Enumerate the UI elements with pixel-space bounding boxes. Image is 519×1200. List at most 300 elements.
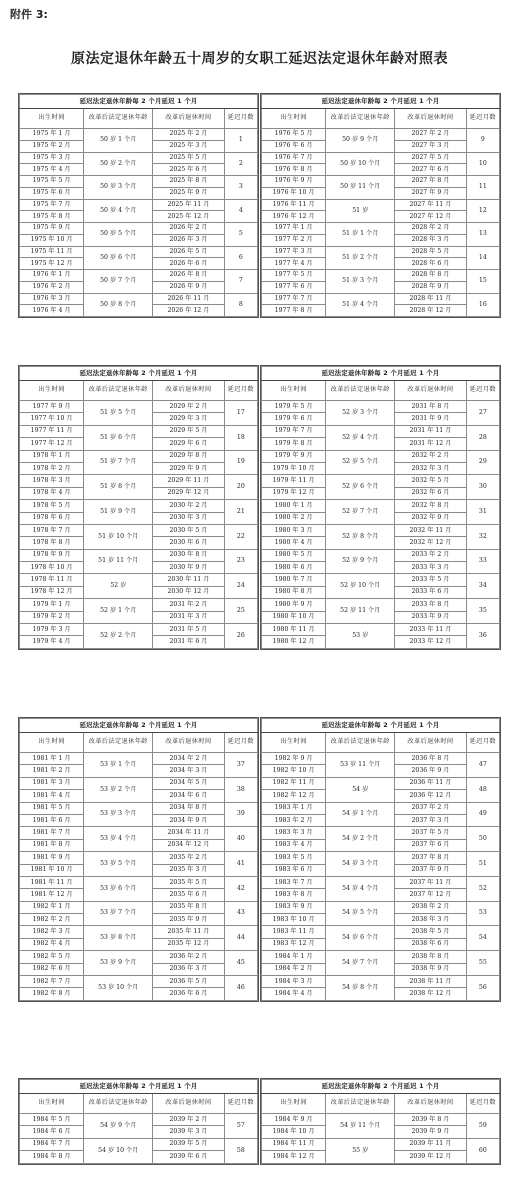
- delay-months-cell: 30: [466, 475, 499, 500]
- retirement-date-cell: 2038 年 5 月: [395, 926, 466, 938]
- table-row: [20, 176, 258, 188]
- retirement-date-cell: 2034 年 2 月: [153, 753, 224, 765]
- retirement-date-cell: 2029 年 11 月: [153, 475, 224, 487]
- delay-months-cell: 17: [224, 401, 257, 426]
- birth-date-cell: 1984 年 7 月: [20, 1138, 84, 1150]
- delay-months-cell: 14: [466, 246, 499, 270]
- retirement-date-cell: 2027 年 3 月: [395, 140, 466, 152]
- birth-date-cell: 1981 年 1 月: [20, 753, 84, 765]
- retirement-date-cell: 2037 年 6 月: [395, 839, 466, 851]
- birth-date-cell: 1980 年 8 月: [262, 586, 326, 598]
- col-delay-header: 延迟月数: [224, 733, 257, 753]
- delay-months-cell: 38: [224, 777, 257, 802]
- retirement-age-cell: 50 岁 2 个月: [84, 152, 153, 176]
- retirement-age-cell: 55 岁: [326, 1138, 395, 1163]
- delay-months-cell: 56: [466, 976, 499, 1001]
- retirement-date-cell: 2031 年 5 月: [153, 624, 224, 636]
- retirement-date-cell: 2035 年 3 月: [153, 864, 224, 876]
- birth-date-cell: 1976 年 4 月: [20, 305, 84, 317]
- delay-months-cell: 32: [466, 524, 499, 549]
- table-row: [20, 1114, 258, 1126]
- col-birth-header: 出生时间: [262, 109, 326, 129]
- birth-date-cell: 1977 年 3 月: [262, 246, 326, 258]
- table-row: [20, 246, 258, 258]
- birth-date-cell: 1977 年 1 月: [262, 223, 326, 235]
- retirement-date-cell: 2027 年 5 月: [395, 152, 466, 164]
- birth-date-cell: 1978 年 10 月: [20, 562, 84, 574]
- table-row: [20, 199, 258, 211]
- delay-months-cell: 18: [224, 425, 257, 450]
- retirement-date-cell: 2026 年 8 月: [153, 270, 224, 282]
- birth-date-cell: 1979 年 2 月: [20, 611, 84, 623]
- birth-date-cell: 1980 年 10 月: [262, 611, 326, 623]
- retirement-date-cell: 2035 年 8 月: [153, 901, 224, 913]
- col-delay-header: 延迟月数: [466, 109, 499, 129]
- delay-months-cell: 22: [224, 524, 257, 549]
- delay-months-cell: 26: [224, 624, 257, 649]
- retirement-date-cell: 2029 年 6 月: [153, 438, 224, 450]
- retirement-date-cell: 2034 年 11 月: [153, 827, 224, 839]
- retirement-date-cell: 2030 年 9 月: [153, 562, 224, 574]
- retirement-age-cell: 52 岁 4 个月: [326, 425, 395, 450]
- retirement-date-cell: 2030 年 3 月: [153, 512, 224, 524]
- birth-date-cell: 1975 年 3 月: [20, 152, 84, 164]
- retirement-date-cell: 2030 年 8 月: [153, 549, 224, 561]
- delay-months-cell: 25: [224, 599, 257, 624]
- col-delay-header: 延迟月数: [466, 1094, 499, 1114]
- table-row: [20, 574, 258, 586]
- retirement-date-cell: 2035 年 2 月: [153, 852, 224, 864]
- delay-months-cell: 43: [224, 901, 257, 926]
- birth-date-cell: 1978 年 9 月: [20, 549, 84, 561]
- table-row: [262, 129, 500, 141]
- delay-months-cell: 1: [224, 129, 257, 153]
- delay-months-cell: 48: [466, 777, 499, 802]
- retirement-date-cell: 2039 年 12 月: [395, 1151, 466, 1163]
- table-caption: 延迟法定退休年龄每 2 个月延迟 1 个月: [262, 1080, 500, 1094]
- birth-date-cell: 1976 年 7 月: [262, 152, 326, 164]
- birth-date-cell: 1979 年 10 月: [262, 462, 326, 474]
- delay-months-cell: 39: [224, 802, 257, 827]
- retirement-date-cell: 2034 年 3 月: [153, 765, 224, 777]
- birth-date-cell: 1981 年 12 月: [20, 889, 84, 901]
- retirement-date-cell: 2037 年 12 月: [395, 889, 466, 901]
- delay-months-cell: 12: [466, 199, 499, 223]
- table-row: [262, 401, 500, 413]
- birth-date-cell: 1981 年 3 月: [20, 777, 84, 789]
- table-caption: 延迟法定退休年龄每 2 个月延迟 1 个月: [262, 95, 500, 109]
- col-age-header: 改革后法定退休年龄: [326, 733, 395, 753]
- birth-date-cell: 1977 年 9 月: [20, 401, 84, 413]
- table-row: [20, 624, 258, 636]
- birth-date-cell: 1975 年 9 月: [20, 223, 84, 235]
- retirement-date-cell: 2025 年 11 月: [153, 199, 224, 211]
- table-row: [20, 293, 258, 305]
- retirement-date-cell: 2031 年 6 月: [153, 636, 224, 648]
- birth-date-cell: 1981 年 7 月: [20, 827, 84, 839]
- birth-date-cell: 1979 年 8 月: [262, 438, 326, 450]
- birth-date-cell: 1982 年 1 月: [20, 901, 84, 913]
- table-row: [262, 876, 500, 888]
- table-left: [18, 1078, 259, 1165]
- retirement-date-cell: 2037 年 5 月: [395, 827, 466, 839]
- retirement-age-cell: 54 岁 4 个月: [326, 876, 395, 901]
- birth-date-cell: 1978 年 7 月: [20, 524, 84, 536]
- retirement-date-cell: 2025 年 2 月: [153, 129, 224, 141]
- birth-date-cell: 1981 年 6 月: [20, 814, 84, 826]
- birth-date-cell: 1980 年 6 月: [262, 562, 326, 574]
- birth-date-cell: 1978 年 2 月: [20, 462, 84, 474]
- birth-date-cell: 1978 年 6 月: [20, 512, 84, 524]
- retirement-age-cell: 52 岁 3 个月: [326, 401, 395, 426]
- birth-date-cell: 1978 年 5 月: [20, 500, 84, 512]
- birth-date-cell: 1984 年 3 月: [262, 976, 326, 988]
- birth-date-cell: 1983 年 5 月: [262, 852, 326, 864]
- delay-months-cell: 23: [224, 549, 257, 574]
- delay-months-cell: 15: [466, 270, 499, 294]
- table-left: [18, 365, 259, 650]
- retirement-date-cell: 2031 年 9 月: [395, 413, 466, 425]
- table-row: [20, 450, 258, 462]
- delay-months-cell: 54: [466, 926, 499, 951]
- birth-date-cell: 1975 年 2 月: [20, 140, 84, 152]
- table-block-1: [18, 93, 501, 318]
- table-caption: 延迟法定退休年龄每 2 个月延迟 1 个月: [20, 367, 258, 381]
- birth-date-cell: 1979 年 3 月: [20, 624, 84, 636]
- birth-date-cell: 1982 年 5 月: [20, 951, 84, 963]
- retirement-age-cell: 54 岁 7 个月: [326, 951, 395, 976]
- delay-months-cell: 10: [466, 152, 499, 176]
- retirement-date-cell: 2026 年 12 月: [153, 305, 224, 317]
- col-birth-header: 出生时间: [262, 1094, 326, 1114]
- birth-date-cell: 1977 年 8 月: [262, 305, 326, 317]
- col-retire-header: 改革后退休时间: [153, 381, 224, 401]
- retirement-age-cell: 51 岁 2 个月: [326, 246, 395, 270]
- col-age-header: 改革后法定退休年龄: [326, 1094, 395, 1114]
- retirement-date-cell: 2031 年 12 月: [395, 438, 466, 450]
- delay-months-cell: 36: [466, 624, 499, 649]
- birth-date-cell: 1975 年 5 月: [20, 176, 84, 188]
- table-row: [262, 549, 500, 561]
- retirement-date-cell: 2037 年 8 月: [395, 852, 466, 864]
- birth-date-cell: 1982 年 8 月: [20, 988, 84, 1000]
- birth-date-cell: 1975 年 10 月: [20, 234, 84, 246]
- retirement-age-cell: 51 岁 9 个月: [84, 500, 153, 525]
- col-age-header: 改革后法定退休年龄: [84, 733, 153, 753]
- birth-date-cell: 1975 年 7 月: [20, 199, 84, 211]
- retirement-age-cell: 51 岁: [326, 199, 395, 223]
- retirement-date-cell: 2034 年 6 月: [153, 790, 224, 802]
- table-row: [20, 802, 258, 814]
- retirement-date-cell: 2028 年 12 月: [395, 305, 466, 317]
- delay-months-cell: 20: [224, 475, 257, 500]
- birth-date-cell: 1976 年 6 月: [262, 140, 326, 152]
- col-retire-header: 改革后退休时间: [395, 1094, 466, 1114]
- birth-date-cell: 1983 年 7 月: [262, 876, 326, 888]
- table-row: [262, 777, 500, 789]
- birth-date-cell: 1984 年 11 月: [262, 1138, 326, 1150]
- col-delay-header: 延迟月数: [466, 733, 499, 753]
- table-row: [262, 951, 500, 963]
- retirement-age-cell: 53 岁 2 个月: [84, 777, 153, 802]
- retirement-date-cell: 2027 年 6 月: [395, 164, 466, 176]
- retirement-date-cell: 2036 年 5 月: [153, 976, 224, 988]
- retirement-date-cell: 2026 年 9 月: [153, 281, 224, 293]
- birth-date-cell: 1984 年 12 月: [262, 1151, 326, 1163]
- retirement-date-cell: 2031 年 11 月: [395, 425, 466, 437]
- retirement-date-cell: 2037 年 9 月: [395, 864, 466, 876]
- table-row: [262, 1114, 500, 1126]
- birth-date-cell: 1980 年 11 月: [262, 624, 326, 636]
- birth-date-cell: 1981 年 8 月: [20, 839, 84, 851]
- retirement-date-cell: 2038 年 2 月: [395, 901, 466, 913]
- birth-date-cell: 1977 年 7 月: [262, 293, 326, 305]
- birth-date-cell: 1977 年 4 月: [262, 258, 326, 270]
- birth-date-cell: 1978 年 1 月: [20, 450, 84, 462]
- col-birth-header: 出生时间: [20, 1094, 84, 1114]
- birth-date-cell: 1984 年 10 月: [262, 1126, 326, 1138]
- retirement-date-cell: 2033 年 12 月: [395, 636, 466, 648]
- table-row: [20, 901, 258, 913]
- retirement-date-cell: 2035 年 12 月: [153, 938, 224, 950]
- retirement-date-cell: 2032 年 9 月: [395, 512, 466, 524]
- birth-date-cell: 1976 年 3 月: [20, 293, 84, 305]
- birth-date-cell: 1984 年 1 月: [262, 951, 326, 963]
- table-row: [20, 223, 258, 235]
- col-age-header: 改革后法定退休年龄: [326, 381, 395, 401]
- retirement-date-cell: 2025 年 6 月: [153, 164, 224, 176]
- col-birth-header: 出生时间: [262, 733, 326, 753]
- table-row: [20, 401, 258, 413]
- delay-months-cell: 40: [224, 827, 257, 852]
- retirement-date-cell: 2035 年 6 月: [153, 889, 224, 901]
- birth-date-cell: 1982 年 9 月: [262, 753, 326, 765]
- retirement-age-cell: 50 岁 1 个月: [84, 129, 153, 153]
- retirement-date-cell: 2039 年 3 月: [153, 1126, 224, 1138]
- birth-date-cell: 1980 年 9 月: [262, 599, 326, 611]
- birth-date-cell: 1978 年 3 月: [20, 475, 84, 487]
- table-row: [262, 624, 500, 636]
- retirement-age-cell: 54 岁 3 个月: [326, 852, 395, 877]
- retirement-date-cell: 2032 年 12 月: [395, 537, 466, 549]
- delay-months-cell: 37: [224, 753, 257, 778]
- delay-months-cell: 31: [466, 500, 499, 525]
- retirement-date-cell: 2028 年 3 月: [395, 234, 466, 246]
- retirement-age-cell: 54 岁 2 个月: [326, 827, 395, 852]
- retirement-age-cell: 52 岁 1 个月: [84, 599, 153, 624]
- delay-months-cell: 33: [466, 549, 499, 574]
- birth-date-cell: 1976 年 12 月: [262, 211, 326, 223]
- retirement-date-cell: 2028 年 11 月: [395, 293, 466, 305]
- retirement-date-cell: 2036 年 6 月: [153, 988, 224, 1000]
- retirement-age-cell: 53 岁 8 个月: [84, 926, 153, 951]
- birth-date-cell: 1977 年 5 月: [262, 270, 326, 282]
- retirement-date-cell: 2039 年 8 月: [395, 1114, 466, 1126]
- delay-months-cell: 53: [466, 901, 499, 926]
- table-row: [20, 524, 258, 536]
- col-birth-header: 出生时间: [20, 733, 84, 753]
- birth-date-cell: 1983 年 8 月: [262, 889, 326, 901]
- table-right: [260, 1078, 501, 1165]
- delay-months-cell: 4: [224, 199, 257, 223]
- retirement-date-cell: 2038 年 12 月: [395, 988, 466, 1000]
- retirement-date-cell: 2033 年 5 月: [395, 574, 466, 586]
- birth-date-cell: 1984 年 6 月: [20, 1126, 84, 1138]
- retirement-age-cell: 52 岁: [84, 574, 153, 599]
- col-retire-header: 改革后退休时间: [395, 109, 466, 129]
- retirement-date-cell: 2026 年 11 月: [153, 293, 224, 305]
- table-row: [20, 549, 258, 561]
- retirement-date-cell: 2025 年 12 月: [153, 211, 224, 223]
- retirement-date-cell: 2038 年 8 月: [395, 951, 466, 963]
- table-row: [262, 926, 500, 938]
- birth-date-cell: 1977 年 6 月: [262, 281, 326, 293]
- retirement-age-cell: 51 岁 11 个月: [84, 549, 153, 574]
- retirement-date-cell: 2036 年 9 月: [395, 765, 466, 777]
- birth-date-cell: 1978 年 11 月: [20, 574, 84, 586]
- table-row: [262, 976, 500, 988]
- delay-months-cell: 7: [224, 270, 257, 294]
- retirement-date-cell: 2039 年 5 月: [153, 1138, 224, 1150]
- retirement-date-cell: 2030 年 11 月: [153, 574, 224, 586]
- table-row: [262, 293, 500, 305]
- table-row: [262, 199, 500, 211]
- col-birth-header: 出生时间: [20, 381, 84, 401]
- birth-date-cell: 1978 年 12 月: [20, 586, 84, 598]
- retirement-date-cell: 2029 年 12 月: [153, 487, 224, 499]
- retirement-age-cell: 52 岁 10 个月: [326, 574, 395, 599]
- birth-date-cell: 1975 年 4 月: [20, 164, 84, 176]
- retirement-date-cell: 2029 年 3 月: [153, 413, 224, 425]
- retirement-age-cell: 52 岁 9 个月: [326, 549, 395, 574]
- birth-date-cell: 1982 年 7 月: [20, 976, 84, 988]
- retirement-age-cell: 52 岁 8 个月: [326, 524, 395, 549]
- birth-date-cell: 1981 年 11 月: [20, 876, 84, 888]
- col-age-header: 改革后法定退休年龄: [84, 381, 153, 401]
- retirement-date-cell: 2029 年 5 月: [153, 425, 224, 437]
- birth-date-cell: 1979 年 4 月: [20, 636, 84, 648]
- retirement-date-cell: 2033 年 8 月: [395, 599, 466, 611]
- birth-date-cell: 1978 年 8 月: [20, 537, 84, 549]
- retirement-date-cell: 2036 年 2 月: [153, 951, 224, 963]
- table-left: [18, 717, 259, 1002]
- birth-date-cell: 1976 年 1 月: [20, 270, 84, 282]
- table-row: [262, 450, 500, 462]
- retirement-date-cell: 2026 年 2 月: [153, 223, 224, 235]
- table-row: [20, 926, 258, 938]
- delay-months-cell: 5: [224, 223, 257, 247]
- table-row: [262, 223, 500, 235]
- table-row: [262, 270, 500, 282]
- retirement-age-cell: 50 岁 11 个月: [326, 176, 395, 200]
- table-caption: 延迟法定退休年龄每 2 个月延迟 1 个月: [20, 1080, 258, 1094]
- birth-date-cell: 1977 年 11 月: [20, 425, 84, 437]
- retirement-date-cell: 2039 年 6 月: [153, 1151, 224, 1163]
- retirement-date-cell: 2034 年 8 月: [153, 802, 224, 814]
- table-right: [260, 717, 501, 1002]
- col-birth-header: 出生时间: [20, 109, 84, 129]
- table-row: [262, 802, 500, 814]
- retirement-date-cell: 2038 年 11 月: [395, 976, 466, 988]
- table-row: [20, 951, 258, 963]
- birth-date-cell: 1976 年 2 月: [20, 281, 84, 293]
- birth-date-cell: 1979 年 12 月: [262, 487, 326, 499]
- table-row: [262, 475, 500, 487]
- retirement-age-cell: 51 岁 10 个月: [84, 524, 153, 549]
- retirement-age-cell: 52 岁 7 个月: [326, 500, 395, 525]
- table-row: [262, 901, 500, 913]
- retirement-date-cell: 2030 年 6 月: [153, 537, 224, 549]
- table-row: [20, 876, 258, 888]
- birth-date-cell: 1977 年 2 月: [262, 234, 326, 246]
- retirement-age-cell: 51 岁 1 个月: [326, 223, 395, 247]
- table-right: [260, 365, 501, 650]
- birth-date-cell: 1981 年 9 月: [20, 852, 84, 864]
- table-left: [18, 93, 259, 318]
- birth-date-cell: 1976 年 8 月: [262, 164, 326, 176]
- retirement-date-cell: 2038 年 6 月: [395, 938, 466, 950]
- retirement-age-cell: 50 岁 3 个月: [84, 176, 153, 200]
- col-birth-header: 出生时间: [262, 381, 326, 401]
- retirement-date-cell: 2027 年 2 月: [395, 129, 466, 141]
- delay-months-cell: 49: [466, 802, 499, 827]
- delay-months-cell: 50: [466, 827, 499, 852]
- retirement-date-cell: 2031 年 2 月: [153, 599, 224, 611]
- retirement-date-cell: 2028 年 9 月: [395, 281, 466, 293]
- retirement-age-cell: 52 岁 11 个月: [326, 599, 395, 624]
- col-age-header: 改革后法定退休年龄: [326, 109, 395, 129]
- birth-date-cell: 1984 年 5 月: [20, 1114, 84, 1126]
- col-retire-header: 改革后退休时间: [153, 109, 224, 129]
- retirement-date-cell: 2033 年 3 月: [395, 562, 466, 574]
- retirement-age-cell: 51 岁 3 个月: [326, 270, 395, 294]
- delay-months-cell: 59: [466, 1114, 499, 1139]
- retirement-age-cell: 54 岁 6 个月: [326, 926, 395, 951]
- retirement-date-cell: 2028 年 8 月: [395, 270, 466, 282]
- retirement-age-cell: 53 岁 1 个月: [84, 753, 153, 778]
- delay-months-cell: 11: [466, 176, 499, 200]
- birth-date-cell: 1982 年 6 月: [20, 963, 84, 975]
- delay-months-cell: 28: [466, 425, 499, 450]
- table-row: [262, 152, 500, 164]
- table-row: [20, 599, 258, 611]
- birth-date-cell: 1975 年 12 月: [20, 258, 84, 270]
- table-row: [262, 425, 500, 437]
- retirement-date-cell: 2027 年 9 月: [395, 187, 466, 199]
- retirement-date-cell: 2038 年 9 月: [395, 963, 466, 975]
- birth-date-cell: 1984 年 4 月: [262, 988, 326, 1000]
- retirement-date-cell: 2034 年 12 月: [153, 839, 224, 851]
- birth-date-cell: 1982 年 10 月: [262, 765, 326, 777]
- delay-months-cell: 46: [224, 976, 257, 1001]
- birth-date-cell: 1975 年 6 月: [20, 187, 84, 199]
- delay-months-cell: 52: [466, 876, 499, 901]
- birth-date-cell: 1983 年 11 月: [262, 926, 326, 938]
- col-delay-header: 延迟月数: [466, 381, 499, 401]
- retirement-age-cell: 54 岁 1 个月: [326, 802, 395, 827]
- retirement-date-cell: 2027 年 11 月: [395, 199, 466, 211]
- col-retire-header: 改革后退休时间: [153, 733, 224, 753]
- retirement-age-cell: 54 岁 10 个月: [84, 1138, 153, 1163]
- delay-months-cell: 57: [224, 1114, 257, 1139]
- table-row: [20, 777, 258, 789]
- birth-date-cell: 1979 年 5 月: [262, 401, 326, 413]
- retirement-date-cell: 2034 年 5 月: [153, 777, 224, 789]
- table-caption: 延迟法定退休年龄每 2 个月延迟 1 个月: [20, 95, 258, 109]
- delay-months-cell: 13: [466, 223, 499, 247]
- retirement-age-cell: 53 岁 5 个月: [84, 852, 153, 877]
- table-caption: 延迟法定退休年龄每 2 个月延迟 1 个月: [262, 367, 500, 381]
